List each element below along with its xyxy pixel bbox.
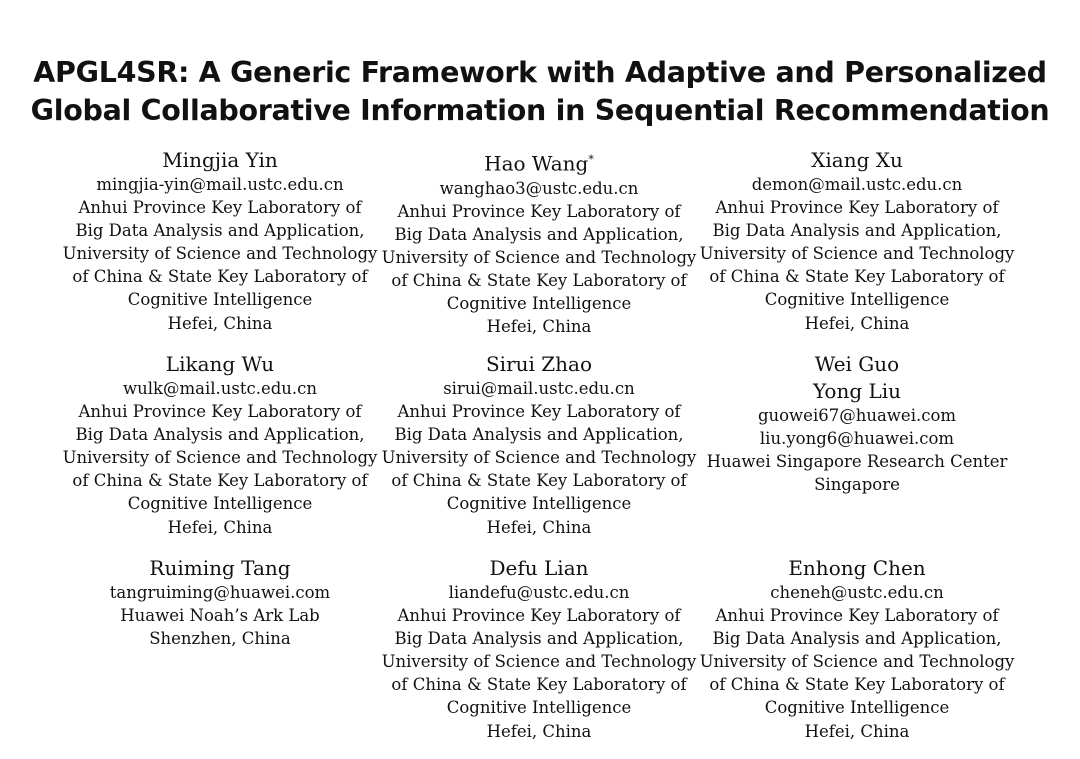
author-affiliation-line: University of Science and Technology (381, 247, 697, 267)
author-affiliation-line: University of Science and Technology (62, 448, 378, 468)
author-name: Likang Wu (165, 352, 275, 376)
author-location: Hefei, China (804, 313, 910, 333)
author-affiliation-line: Cognitive Intelligence (764, 698, 950, 718)
author-block-xiang-xu (697, 147, 1017, 335)
author-location: Hefei, China (167, 313, 273, 333)
author-affiliation-line: of China & State Key Laboratory of (391, 675, 687, 695)
author-affiliation-line: of China & State Key Laboratory of (391, 271, 687, 291)
author-affiliation-line: of China & State Key Laboratory of (709, 267, 1005, 287)
author-block-defu-lian (379, 555, 699, 743)
author-email: liu.yong6@huawei.com (759, 429, 955, 449)
author-affiliation-line: University of Science and Technology (62, 244, 378, 264)
author-affiliation-line: of China & State Key Laboratory of (72, 267, 368, 287)
author-affiliation-line: Cognitive Intelligence (127, 494, 313, 514)
author-affiliation-line: Anhui Province Key Laboratory of (397, 606, 681, 626)
author-location: Hefei, China (804, 721, 910, 741)
author-affiliation-line: Cognitive Intelligence (446, 294, 632, 314)
author-email: wanghao3@ustc.edu.cn (439, 178, 639, 198)
author-affiliation-line: Anhui Province Key Laboratory of (397, 402, 681, 422)
author-email: sirui@mail.ustc.edu.cn (443, 379, 635, 398)
author-affiliation-line: Big Data Analysis and Application, (394, 425, 684, 445)
author-affiliation-line: Huawei Singapore Research Center (706, 452, 1008, 472)
author-name: Defu Lian (489, 556, 589, 580)
author-affiliation-line: University of Science and Technology (381, 652, 697, 672)
author-affiliation-line: Cognitive Intelligence (764, 290, 950, 310)
author-block-hao-wang (379, 147, 699, 338)
paper-title (0, 54, 1080, 130)
author-location: Singapore (814, 475, 900, 495)
author-affiliation-line: Big Data Analysis and Application, (712, 629, 1002, 649)
author-name: Wei Guo (814, 352, 900, 376)
author-name: Yong Liu (812, 379, 902, 403)
author-email: guowei67@huawei.com (757, 406, 957, 425)
author-affiliation-line: Cognitive Intelligence (446, 698, 632, 718)
corresponding-author-mark: * (588, 153, 594, 166)
author-name: Ruiming Tang (149, 556, 291, 580)
author-email: mingjia-yin@mail.ustc.edu.cn (96, 175, 344, 194)
author-location: Shenzhen, China (149, 629, 291, 649)
author-name: Mingjia Yin (162, 148, 278, 172)
author-affiliation-line: Anhui Province Key Laboratory of (715, 606, 999, 626)
author-affiliation-line: University of Science and Technology (699, 244, 1015, 264)
paper-title-line-2: Global Collaborative Information in Sequential Recommendation (30, 94, 1050, 127)
author-block-wei-guo-yong-liu (697, 351, 1017, 496)
author-affiliation-line: University of Science and Technology (381, 448, 697, 468)
author-affiliation-line: University of Science and Technology (699, 652, 1015, 672)
author-affiliation-line: of China & State Key Laboratory of (709, 675, 1005, 695)
author-location: Hefei, China (486, 721, 592, 741)
author-email: demon@mail.ustc.edu.cn (751, 175, 963, 194)
author-name: Sirui Zhao (485, 352, 593, 376)
author-location: Hefei, China (486, 317, 592, 337)
author-affiliation-line: Huawei Noah’s Ark Lab (120, 606, 320, 626)
author-affiliation-line: Anhui Province Key Laboratory of (397, 201, 681, 221)
author-email: liandefu@ustc.edu.cn (448, 583, 630, 602)
author-affiliation-line: Cognitive Intelligence (446, 494, 632, 514)
author-affiliation-line: Anhui Province Key Laboratory of (715, 198, 999, 218)
author-name: Hao Wang* (484, 151, 594, 176)
author-name: Xiang Xu (811, 148, 903, 172)
author-affiliation-line: Cognitive Intelligence (127, 290, 313, 310)
author-affiliation-line: of China & State Key Laboratory of (391, 471, 687, 491)
author-block-ruiming-tang (60, 555, 380, 650)
author-name: Enhong Chen (788, 556, 926, 580)
author-affiliation-line: Big Data Analysis and Application, (712, 221, 1002, 241)
paper-title-line-1: APGL4SR: A Generic Framework with Adaptive and Personalized (33, 56, 1047, 89)
author-block-likang-wu (60, 351, 380, 539)
author-affiliation-line: of China & State Key Laboratory of (72, 471, 368, 491)
author-location: Hefei, China (486, 517, 592, 537)
author-affiliation-line: Anhui Province Key Laboratory of (78, 402, 362, 422)
author-affiliation-line: Big Data Analysis and Application, (75, 425, 365, 445)
author-affiliation-line: Big Data Analysis and Application, (75, 221, 365, 241)
author-block-enhong-chen (697, 555, 1017, 743)
author-email: tangruiming@huawei.com (109, 583, 331, 602)
author-email: cheneh@ustc.edu.cn (770, 583, 944, 602)
author-email: wulk@mail.ustc.edu.cn (122, 379, 318, 398)
author-location: Hefei, China (167, 517, 273, 537)
author-affiliation-line: Big Data Analysis and Application, (394, 224, 684, 244)
author-affiliation-line: Big Data Analysis and Application, (394, 629, 684, 649)
author-block-mingjia-yin (60, 147, 380, 335)
author-block-sirui-zhao (379, 351, 699, 539)
author-affiliation-line: Anhui Province Key Laboratory of (78, 198, 362, 218)
